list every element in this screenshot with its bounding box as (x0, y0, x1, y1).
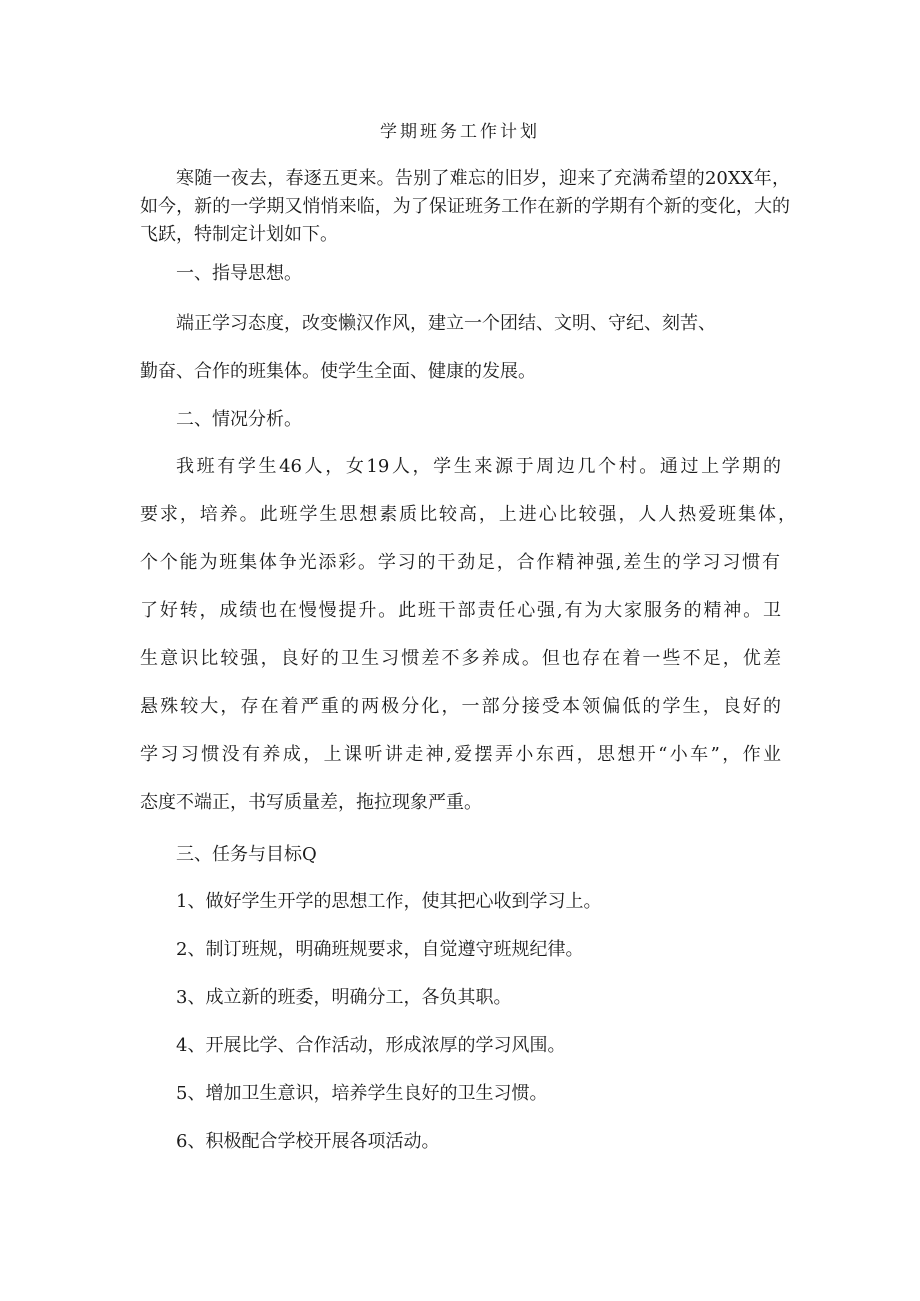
intro-paragraph: 寒随一夜去，春逐五更来。告别了难忘的旧岁，迎来了充满希望的20XX年，如今，新的一学期又悄悄来临，为了保证班务工作在新的学期有个新的变化，大的飞跃，特制定计划如下。 (140, 168, 790, 245)
task-item: 3、成立新的班委，明确分工，各负其职。 (176, 987, 512, 1008)
section2-line-8: 态度不端正，书写质量差，拖拉现象严重。 (140, 792, 482, 813)
section2-line-2: 要求，培养。此班学生思想素质比较高，上进心比较强，人人热爱班集体， (140, 504, 796, 525)
section1-line-2: 勤奋、合作的班集体。使学生全面、健康的发展。 (140, 361, 536, 382)
section1-line-1: 端正学习态度，改变懒汉作风，建立一个团结、文明、守纪、刻苦、 (176, 313, 716, 334)
section-heading-tasks-and-goals: 三、任务与目标Q (176, 844, 317, 865)
section-heading-situation-analysis: 二、情况分析。 (176, 409, 302, 430)
section2-line-3: 个个能为班集体争光添彩。学习的干劲足，合作精神强,差生的学习习惯有 (140, 552, 780, 573)
task-item: 6、积极配合学校开展各项活动。 (176, 1131, 440, 1152)
task-item: 4、开展比学、合作活动，形成浓厚的学习风围。 (176, 1035, 566, 1056)
section2-line-1: 我班有学生46人，女19人，学生来源于周边几个村。通过上学期的 (176, 456, 781, 477)
document-title: 学期班务工作计划 (380, 122, 540, 142)
task-item: 1、做好学生开学的思想工作，使其把心收到学习上。 (176, 891, 602, 912)
section-heading-guiding-ideology: 一、指导思想。 (176, 263, 302, 284)
section2-line-5: 生意识比较强，良好的卫生习惯差不多养成。但也存在着一些不足，优差 (140, 648, 781, 669)
section2-line-4: 了好转，成绩也在慢慢提升。此班干部责任心强,有为大家服务的精神。卫 (140, 600, 781, 621)
task-item: 2、制订班规，明确班规要求，自觉遵守班规纪律。 (176, 939, 584, 960)
task-item: 5、增加卫生意识，培养学生良好的卫生习惯。 (176, 1083, 548, 1104)
section2-line-6: 悬殊较大，存在着严重的两极分化，一部分接受本领偏低的学生，良好的 (140, 696, 781, 717)
section2-line-7: 学习习惯没有养成，上课听讲走神,爱摆弄小东西，思想开“小车”，作业 (140, 744, 781, 765)
